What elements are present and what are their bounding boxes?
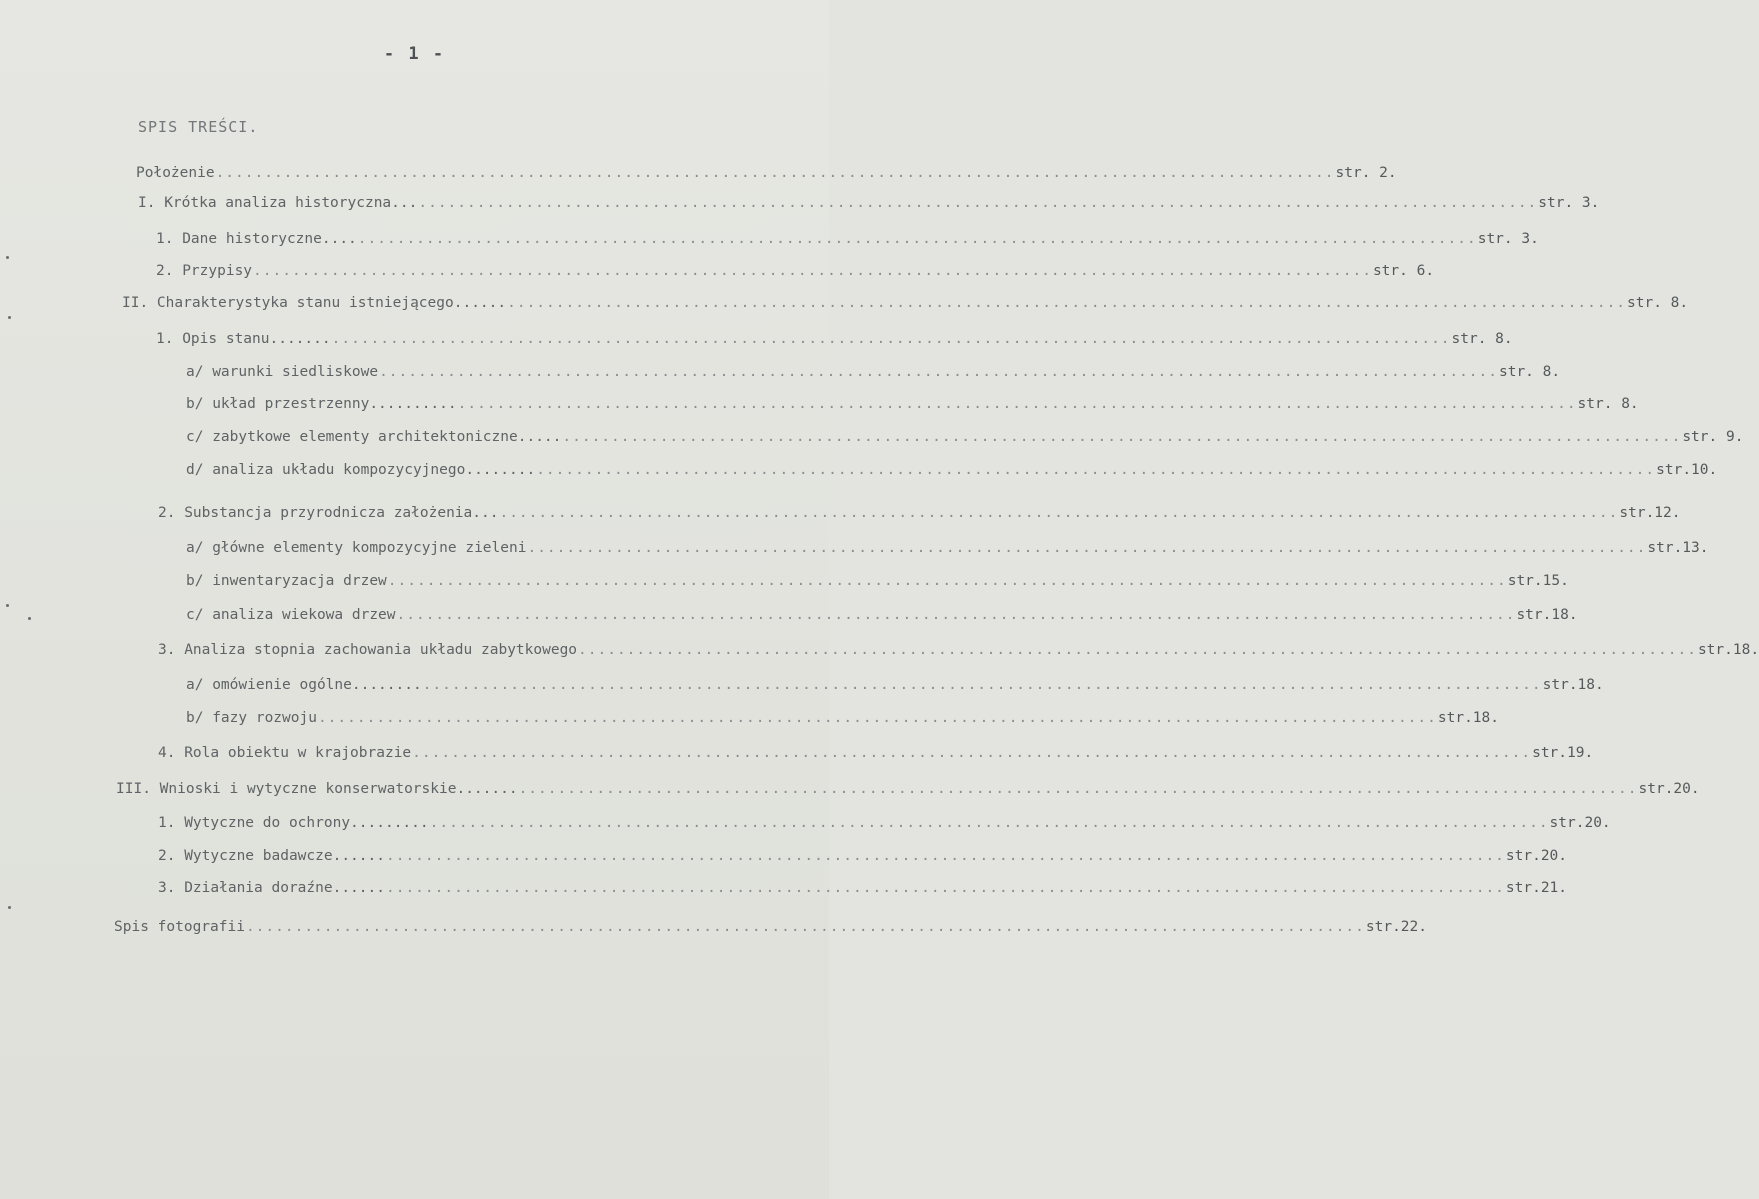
toc-entry: [186, 535, 1709, 561]
toc-entry-label: b/ fazy rozwoju: [186, 710, 317, 726]
dot-leader: ...................................................................................................................: [385, 848, 1505, 864]
dot-leader: ...................................................................................................................: [412, 745, 1532, 761]
toc-entry-page: str.21.: [1505, 880, 1568, 896]
toc-entry: [158, 843, 1568, 869]
toc-entry-label: 1. Dane historyczne....: [156, 231, 357, 247]
toc-entry: [138, 190, 1600, 216]
toc-entry: [158, 637, 1759, 663]
toc-entry-label: b/ inwentaryzacja drzew: [186, 573, 387, 589]
toc-entry: [186, 672, 1604, 698]
toc-entry: [158, 810, 1611, 836]
toc-entry-label: 1. Wytyczne do ochrony.........: [158, 815, 429, 831]
toc-entry-page: str. 9.: [1682, 429, 1744, 445]
toc-entry-label: I. Krótka analiza historyczna...: [138, 195, 418, 211]
toc-entry-label: a/ warunki siedliskowe: [186, 364, 379, 380]
dot-leader: ...................................................................................................................: [499, 505, 1619, 521]
toc-entry: [186, 391, 1639, 417]
toc-entry-label: c/ analiza wiekowa drzew: [186, 607, 396, 623]
dot-leader: ...................................................................................................................: [253, 263, 1372, 279]
toc-entry: [156, 326, 1513, 352]
toc-entry-page: str.20.: [1505, 848, 1568, 864]
toc-entry-page: str.10.: [1656, 462, 1718, 478]
dot-leader: ...................................................................................................................: [507, 295, 1627, 311]
toc-entry-page: str.20.: [1638, 781, 1700, 797]
toc-entry-page: str.22.: [1365, 919, 1427, 935]
toc-entry-label: b/ układ przestrzenny..........: [186, 396, 457, 412]
toc-entry-page: str. 8.: [1577, 396, 1639, 412]
paper-speck: [28, 617, 31, 620]
toc-entry-label: Spis fotografii: [114, 919, 245, 935]
toc-entry-label: II. Charakterystyka stanu istniejącego......: [122, 295, 507, 311]
toc-entry-label: III. Wnioski i wytyczne konserwatorskie.......: [116, 781, 518, 797]
dot-leader: ...................................................................................................................: [396, 607, 1516, 623]
paper-speck: [6, 604, 9, 607]
toc-entry-label: 1. Opis stanu.......: [156, 331, 331, 347]
toc-entry-page: str.20.: [1549, 815, 1611, 831]
toc-entry: [158, 740, 1594, 766]
toc-entry-page: str. 6.: [1372, 263, 1435, 279]
dot-leader: ...................................................................................................................: [215, 165, 1335, 181]
toc-entry: [158, 500, 1681, 526]
toc-entry-label: 4. Rola obiektu w krajobrazie: [158, 745, 412, 761]
toc-entry-page: str. 2.: [1335, 165, 1397, 181]
toc-entry: [186, 568, 1569, 594]
toc-entry-label: a/ główne elementy kompozycyjne zieleni: [186, 540, 527, 556]
toc-entry-page: str. 3.: [1477, 231, 1539, 247]
toc-entry-page: str.18.: [1437, 710, 1499, 726]
toc-entry-label: a/ omówienie ogólne........: [186, 677, 422, 693]
toc-entry-page: str.18.: [1542, 677, 1604, 693]
dot-leader: ...................................................................................................................: [422, 677, 1542, 693]
dot-leader: ...................................................................................................................: [578, 642, 1697, 658]
toc-entry-label: 3. Działania doraźne......: [158, 880, 385, 896]
toc-entry-label: 2. Wytyczne badawcze......: [158, 848, 385, 864]
paper-speck: [6, 256, 9, 259]
toc-entry-label: 2. Przypisy: [156, 263, 253, 279]
toc-entry-label: d/ analiza układu kompozycyjnego........: [186, 462, 536, 478]
toc-entry: [116, 776, 1700, 802]
dot-leader: ...................................................................................................................: [527, 540, 1647, 556]
toc-entry: [186, 602, 1578, 628]
page-number: - 1 -: [383, 44, 446, 64]
toc-entry: [186, 359, 1561, 385]
dot-leader: ...................................................................................................................: [357, 231, 1477, 247]
toc-entry-page: str. 8.: [1498, 364, 1561, 380]
toc-entry-label: c/ zabytkowe elementy architektoniczne.....: [186, 429, 562, 445]
toc-entry-page: str.19.: [1532, 745, 1594, 761]
toc-entry: [158, 875, 1568, 901]
toc-entry: [156, 226, 1539, 252]
dot-leader: ...................................................................................................................: [457, 396, 1577, 412]
toc-entry-label: 2. Substancja przyrodnicza założenia...: [158, 505, 499, 521]
toc-heading: SPIS TREŚCI.: [138, 118, 259, 136]
toc-entry-label: Położenie: [136, 165, 215, 181]
toc-entry: [186, 424, 1744, 450]
dot-leader: ...................................................................................................................: [331, 331, 1451, 347]
toc-entry-page: str. 8.: [1451, 331, 1513, 347]
paper-speck: [8, 316, 11, 319]
toc-entry-page: str.18.: [1697, 642, 1759, 658]
toc-entry-page: str. 3.: [1538, 195, 1600, 211]
dot-leader: ...................................................................................................................: [418, 195, 1538, 211]
toc-entry-page: str.12.: [1619, 505, 1681, 521]
toc-entry-page: str.13.: [1647, 540, 1709, 556]
dot-leader: ...................................................................................................................: [562, 429, 1682, 445]
dot-leader: ...................................................................................................................: [385, 880, 1505, 896]
toc-entry: [136, 160, 1397, 186]
toc-entry: [186, 457, 1718, 483]
dot-leader: ...................................................................................................................: [429, 815, 1549, 831]
toc-entry: [122, 290, 1689, 316]
dot-leader: ...................................................................................................................: [245, 919, 1365, 935]
toc-entry: [186, 705, 1499, 731]
toc-entry-label: 3. Analiza stopnia zachowania układu zabytkowego: [158, 642, 578, 658]
toc-entry-page: str. 8.: [1627, 295, 1689, 311]
toc-entry: [156, 258, 1435, 284]
dot-leader: ...................................................................................................................: [387, 573, 1507, 589]
toc-entry: [114, 914, 1427, 940]
toc-entry-page: str.15.: [1507, 573, 1569, 589]
toc-entry-page: str.18.: [1516, 607, 1578, 623]
dot-leader: ...................................................................................................................: [536, 462, 1656, 478]
dot-leader: ...................................................................................................................: [518, 781, 1638, 797]
paper-speck: [8, 906, 11, 909]
dot-leader: ...................................................................................................................: [317, 710, 1437, 726]
dot-leader: ...................................................................................................................: [379, 364, 1498, 380]
